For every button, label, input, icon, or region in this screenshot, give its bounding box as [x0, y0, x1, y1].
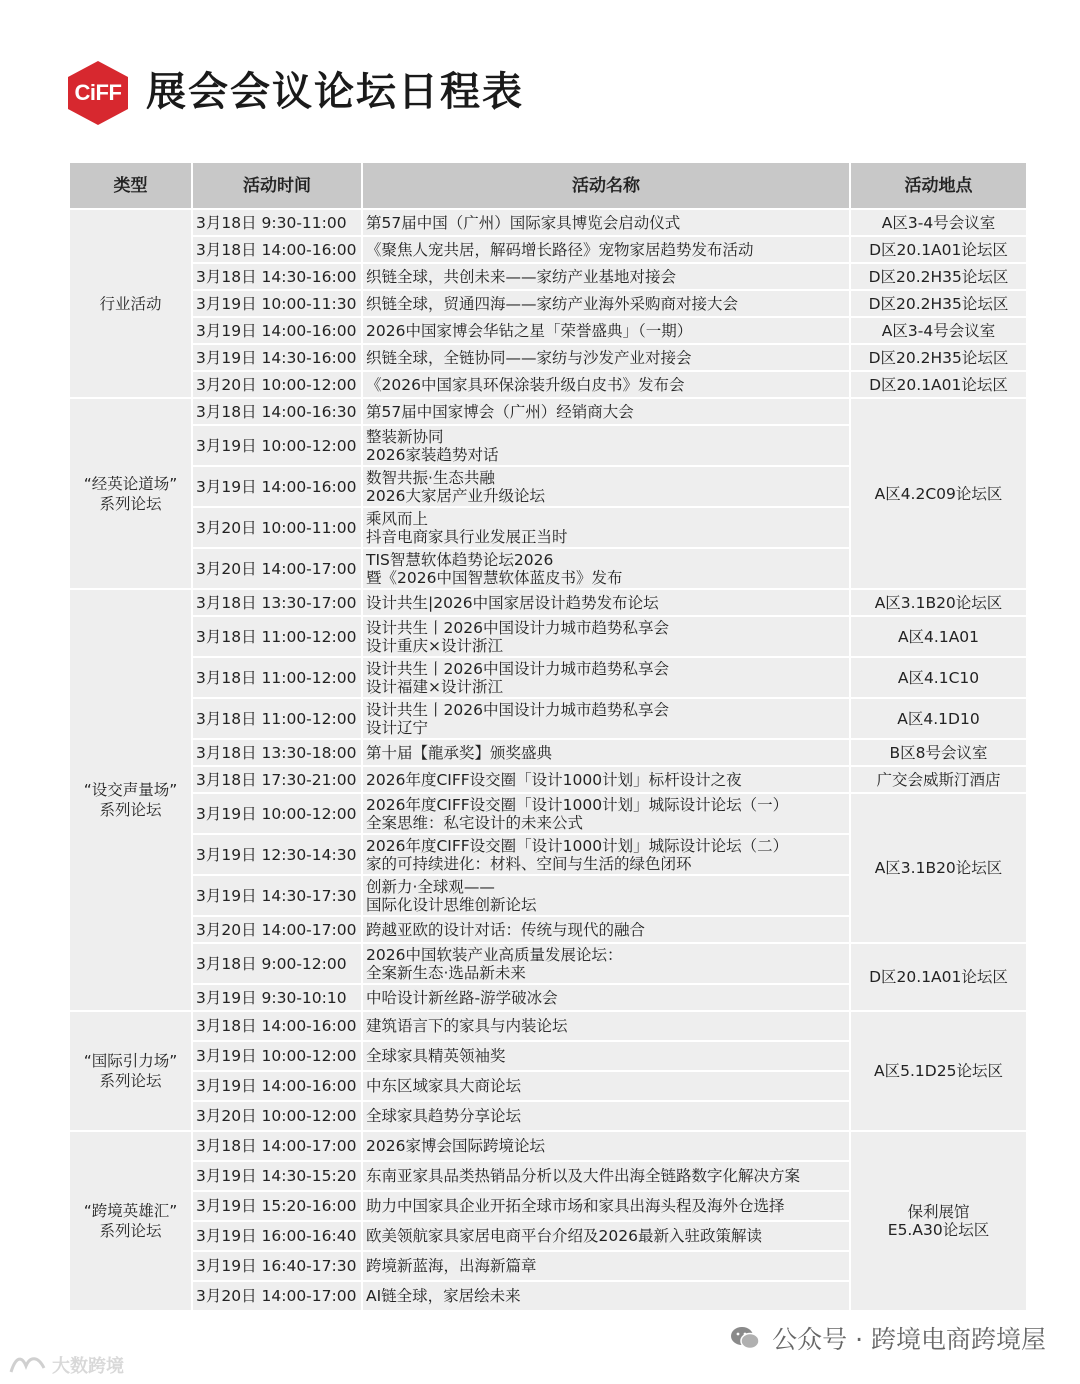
table-row [69, 1011, 1027, 1041]
event-name-line: 第十届【龍承奖】颁奖盛典 [366, 743, 553, 762]
event-name-cell [362, 698, 850, 739]
event-name-line: 第57届中国家博会（广州）经销商大会 [366, 402, 634, 421]
event-name-cell [362, 290, 850, 317]
venue-cell [850, 344, 1027, 371]
time-cell: 3月19日 14:00-16:00 [192, 317, 362, 344]
event-name-cell [362, 793, 850, 834]
category-label: 系列论坛 [99, 494, 162, 513]
venue-label: E5.A30论坛区 [887, 1221, 990, 1239]
event-name-cell [362, 236, 850, 263]
category-cell [69, 209, 192, 398]
event-name-line: 国际化设计思维创新论坛 [366, 895, 537, 914]
event-name-line: AI链全球，家居绘未来 [366, 1287, 521, 1305]
event-name-line: 设计共生丨2026中国设计力城市趋势私享会 [366, 659, 669, 678]
event-name-line: 设计福建×设计浙江 [366, 677, 503, 696]
time-cell: 3月19日 16:00-16:40 [192, 1221, 362, 1251]
category-label: 系列论坛 [99, 1072, 162, 1090]
time-cell: 3月18日 11:00-12:00 [192, 698, 362, 739]
event-name-cell [362, 589, 850, 616]
event-name-line: 2026年度CIFF设交圈「设计1000计划」城际设计论坛（二） [366, 836, 789, 855]
time-cell: 3月18日 17:30-21:00 [192, 766, 362, 793]
event-name-line: 设计共生丨2026中国设计力城市趋势私享会 [366, 700, 669, 719]
event-name-line: 2026家博会国际跨境论坛 [366, 1137, 545, 1155]
table-row [69, 236, 1027, 263]
venue-label: A区4.1C10 [897, 668, 980, 687]
event-name-cell [362, 1161, 850, 1191]
event-name-cell [362, 344, 850, 371]
time-cell: 3月19日 10:00-11:30 [192, 290, 362, 317]
category-label: “设交声量场” [83, 781, 178, 799]
event-name-cell [362, 317, 850, 344]
time-cell: 3月19日 14:30-16:00 [192, 344, 362, 371]
event-name-cell [362, 916, 850, 943]
time-cell: 3月18日 14:30-16:00 [192, 263, 362, 290]
venue-label: 广交会威斯汀酒店 [876, 770, 1001, 789]
event-name-cell [362, 1071, 850, 1101]
venue-label: D区20.2H35论坛区 [868, 294, 1009, 313]
table-row [69, 290, 1027, 317]
event-name-cell [362, 507, 850, 548]
time-cell: 3月19日 14:00-16:00 [192, 1071, 362, 1101]
table-row [69, 1131, 1027, 1161]
event-name-line: 家的可持续进化：材料、空间与生活的绿色闭环 [366, 854, 692, 873]
time-cell: 3月18日 14:00-16:00 [192, 236, 362, 263]
event-name-cell [362, 943, 850, 984]
venue-label: A区4.2C09论坛区 [874, 484, 1003, 503]
venue-label: D区20.1A01论坛区 [869, 375, 1008, 394]
venue-label: A区3.1B20论坛区 [874, 593, 1003, 612]
event-name-line: 设计共生|2026中国家居设计趋势发布论坛 [366, 593, 659, 612]
event-name-line: 创新力·全球观—— [366, 877, 495, 896]
category-label: 系列论坛 [99, 801, 162, 819]
wechat-footer [730, 1320, 1046, 1356]
venue-cell [850, 793, 1027, 943]
event-name-cell [362, 209, 850, 236]
event-name-line: 2026中国软装产业高质量发展论坛： [366, 945, 623, 964]
time-cell: 3月20日 10:00-11:00 [192, 507, 362, 548]
event-name-line: 助力中国家具企业开拓全球市场和家具出海头程及海外仓选择 [366, 1197, 785, 1215]
event-name-line: 2026年度CIFF设交圈「设计1000计划」城际设计论坛（一） [366, 795, 789, 814]
venue-cell [850, 943, 1027, 1011]
time-cell: 3月18日 9:30-11:00 [192, 209, 362, 236]
time-cell: 3月18日 14:00-16:30 [192, 398, 362, 425]
wechat-account-label: 公众号 · 跨境电商跨境屋 [772, 1325, 1046, 1354]
event-name-line: 暨《2026中国智慧软体蓝皮书》发布 [366, 568, 623, 587]
venue-cell [850, 657, 1027, 698]
watermark [8, 1352, 124, 1378]
event-name-line: 跨越亚欧的设计对话：传统与现代的融合 [366, 920, 646, 939]
event-name-cell [362, 466, 850, 507]
event-name-line: 全案思维：私宅设计的未来公式 [366, 813, 584, 832]
time-cell: 3月18日 14:00-17:00 [192, 1131, 362, 1161]
event-name-line: 2026家装趋势对话 [366, 445, 499, 464]
ciff-logo-text: CiFF [74, 80, 122, 105]
time-cell: 3月19日 10:00-12:00 [192, 425, 362, 466]
venue-cell [850, 371, 1027, 398]
event-name-cell [362, 263, 850, 290]
venue-label: A区4.1D10 [897, 709, 980, 728]
event-name-line: 设计重庆×设计浙江 [366, 636, 503, 655]
category-label: 行业活动 [99, 294, 162, 313]
event-name-cell [362, 1041, 850, 1071]
time-cell: 3月19日 15:20-16:00 [192, 1191, 362, 1221]
event-name-line: 中哈设计新丝路-游学破冰会 [366, 988, 558, 1007]
watermark-logo-icon [8, 1354, 48, 1376]
header-time: 活动时间 [192, 162, 362, 209]
venue-label: 保利展馆 [907, 1203, 970, 1221]
venue-cell [850, 766, 1027, 793]
time-cell: 3月19日 14:30-17:30 [192, 875, 362, 916]
schedule-body [69, 209, 1027, 1311]
event-name-line: 抖音电商家具行业发展正当时 [366, 527, 568, 546]
event-name-cell [362, 1101, 850, 1131]
venue-label: D区20.2H35论坛区 [868, 348, 1009, 367]
event-name-cell [362, 739, 850, 766]
event-name-line: TIS智慧软体趋势论坛2026 [366, 550, 554, 569]
category-label: 系列论坛 [99, 1222, 162, 1240]
category-cell [69, 1011, 192, 1131]
venue-label: D区20.1A01论坛区 [869, 240, 1008, 259]
table-row [69, 317, 1027, 344]
event-name-line: 织链全球，共创未来——家纺产业基地对接会 [366, 267, 677, 286]
event-name-line: 整装新协同 [366, 427, 444, 446]
time-cell: 3月19日 9:30-10:10 [192, 984, 362, 1011]
venue-cell [850, 263, 1027, 290]
venue-cell [850, 589, 1027, 616]
time-cell: 3月20日 10:00-12:00 [192, 371, 362, 398]
event-name-line: 《2026中国家具环保涂装升级白皮书》发布会 [366, 375, 685, 394]
event-name-cell [362, 1251, 850, 1281]
event-name-line: 跨境新蓝海，出海新篇章 [366, 1257, 537, 1275]
time-cell: 3月19日 16:40-17:30 [192, 1251, 362, 1281]
event-name-cell [362, 875, 850, 916]
event-name-cell [362, 425, 850, 466]
table-row [69, 344, 1027, 371]
venue-cell [850, 1011, 1027, 1131]
event-name-cell [362, 834, 850, 875]
header-type: 类型 [69, 162, 192, 209]
venue-cell [850, 398, 1027, 589]
wechat-icon [730, 1325, 760, 1351]
category-cell [69, 589, 192, 1011]
time-cell: 3月19日 12:30-14:30 [192, 834, 362, 875]
venue-cell [850, 1131, 1027, 1311]
time-cell: 3月18日 14:00-16:00 [192, 1011, 362, 1041]
table-row [69, 263, 1027, 290]
event-name-line: 织链全球，贸通四海——家纺产业海外采购商对接大会 [366, 294, 739, 313]
table-row [69, 793, 1027, 834]
table-row [69, 657, 1027, 698]
event-name-cell [362, 398, 850, 425]
event-name-line: 2026年度CIFF设交圈「设计1000计划」标杆设计之夜 [366, 770, 742, 789]
venue-cell [850, 209, 1027, 236]
category-cell [69, 1131, 192, 1311]
venue-label: B区8号会议室 [889, 743, 988, 762]
event-name-line: 欧美领航家具家居电商平台介绍及2026最新入驻政策解读 [366, 1227, 762, 1245]
schedule-table [68, 161, 1028, 1312]
event-name-line: 设计共生丨2026中国设计力城市趋势私享会 [366, 618, 669, 637]
event-name-line: 《聚焦人宠共居，解码增长路径》宠物家居趋势发布活动 [366, 240, 754, 259]
event-name-cell [362, 616, 850, 657]
venue-label: A区3-4号会议室 [881, 213, 996, 232]
time-cell: 3月18日 11:00-12:00 [192, 657, 362, 698]
venue-cell [850, 290, 1027, 317]
table-row [69, 209, 1027, 236]
event-name-cell [362, 984, 850, 1011]
header-venue: 活动地点 [850, 162, 1027, 209]
venue-cell [850, 616, 1027, 657]
ciff-logo [66, 60, 130, 126]
watermark-text: 大数跨境 [52, 1356, 124, 1377]
time-cell: 3月19日 10:00-12:00 [192, 793, 362, 834]
table-row [69, 698, 1027, 739]
table-header-row [69, 162, 1027, 209]
table-row [69, 943, 1027, 984]
table-row [69, 739, 1027, 766]
event-name-cell [362, 1131, 850, 1161]
event-name-line: 乘风而上 [366, 509, 429, 528]
page-title: 展会会议论坛日程表 [146, 69, 524, 115]
venue-cell [850, 317, 1027, 344]
category-label: “经英论道场” [83, 474, 178, 493]
time-cell: 3月18日 13:30-17:00 [192, 589, 362, 616]
event-name-line: 全球家具趋势分享论坛 [366, 1107, 522, 1125]
venue-cell [850, 698, 1027, 739]
event-name-cell [362, 1221, 850, 1251]
event-name-line: 设计辽宁 [366, 718, 429, 737]
event-name-line: 数智共振·生态共融 [366, 468, 495, 487]
venue-cell [850, 739, 1027, 766]
venue-label: A区4.1A01 [897, 627, 980, 646]
event-name-line: 2026中国家博会华钻之星「荣誉盛典」（一期） [366, 321, 693, 340]
event-name-line: 全案新生态·选品新未来 [366, 963, 526, 982]
event-name-cell [362, 548, 850, 589]
event-name-line: 织链全球，全链协同——家纺与沙发产业对接会 [366, 348, 692, 367]
venue-label: A区3.1B20论坛区 [874, 859, 1003, 877]
event-name-line: 东南亚家具品类热销品分析以及大件出海全链路数字化解决方案 [366, 1167, 801, 1185]
event-name-line: 全球家具精英领袖奖 [366, 1047, 506, 1065]
event-name-line: 建筑语言下的家具与内装论坛 [366, 1017, 568, 1035]
venue-label: D区20.1A01论坛区 [869, 968, 1008, 986]
event-name-line: 第57届中国（广州）国际家具博览会启动仪式 [366, 213, 681, 232]
table-row [69, 589, 1027, 616]
category-cell [69, 398, 192, 589]
event-name-cell [362, 371, 850, 398]
table-row [69, 398, 1027, 425]
time-cell: 3月20日 14:00-17:00 [192, 548, 362, 589]
table-row [69, 371, 1027, 398]
time-cell: 3月19日 14:00-16:00 [192, 466, 362, 507]
event-name-cell [362, 1281, 850, 1311]
time-cell: 3月18日 9:00-12:00 [192, 943, 362, 984]
venue-label: A区3-4号会议室 [881, 321, 996, 340]
event-name-cell [362, 1011, 850, 1041]
category-label: “跨境英雄汇” [83, 1202, 178, 1220]
category-label: “国际引力场” [83, 1052, 178, 1070]
table-row [69, 766, 1027, 793]
event-name-cell [362, 766, 850, 793]
time-cell: 3月18日 13:30-18:00 [192, 739, 362, 766]
time-cell: 3月20日 10:00-12:00 [192, 1101, 362, 1131]
time-cell: 3月19日 10:00-12:00 [192, 1041, 362, 1071]
time-cell: 3月19日 14:30-15:20 [192, 1161, 362, 1191]
venue-label: D区20.2H35论坛区 [868, 267, 1009, 286]
event-name-line: 2026大家居产业升级论坛 [366, 486, 545, 505]
time-cell: 3月18日 11:00-12:00 [192, 616, 362, 657]
time-cell: 3月20日 14:00-17:00 [192, 1281, 362, 1311]
venue-label: A区5.1D25论坛区 [874, 1062, 1003, 1080]
header-name: 活动名称 [362, 162, 850, 209]
table-row [69, 616, 1027, 657]
event-name-line: 中东区域家具大商论坛 [366, 1077, 522, 1095]
event-name-cell [362, 1191, 850, 1221]
time-cell: 3月20日 14:00-17:00 [192, 916, 362, 943]
event-name-cell [362, 657, 850, 698]
venue-cell [850, 236, 1027, 263]
